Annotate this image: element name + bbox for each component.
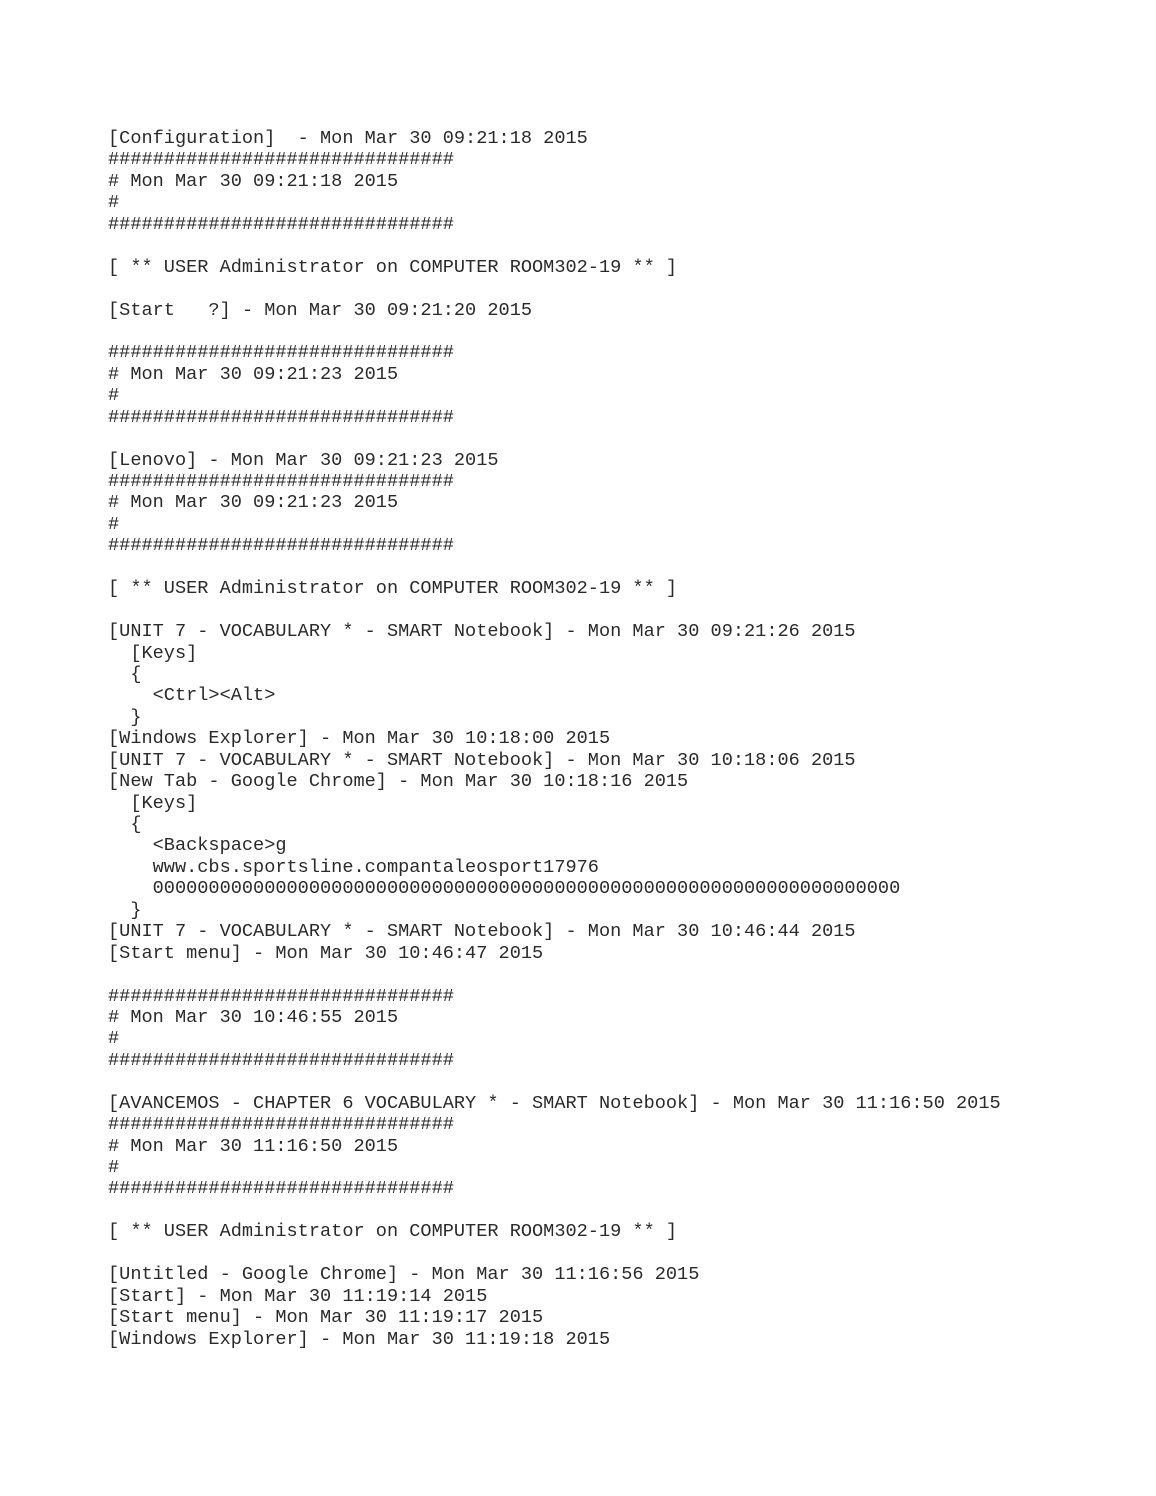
log-line: [Windows Explorer] - Mon Mar 30 11:19:18 2015: [108, 1328, 611, 1350]
log-line: ###############################: [108, 406, 454, 428]
log-line: [108, 1200, 1108, 1221]
log-line: ###############################: [108, 1049, 454, 1071]
log-line: [Start menu] - Mon Mar 30 11:19:17 2015: [108, 1307, 544, 1329]
log-line: [ ** USER Administrator on COMPUTER ROOM302-19 ** ]: [108, 578, 678, 600]
log-line: [108, 278, 1108, 299]
log-line: # Mon Mar 30 09:21:23 2015: [108, 492, 399, 514]
log-line: [108, 1243, 1108, 1264]
log-line: <Ctrl><Alt>: [108, 685, 276, 707]
log-line: [Start menu] - Mon Mar 30 10:46:47 2015: [108, 942, 544, 964]
log-line: [108, 321, 1108, 342]
log-line: {: [108, 814, 142, 835]
log-line: #: [108, 1157, 120, 1178]
log-line: www.cbs.sportsline.compantaleosport17976: [108, 856, 599, 878]
log-line: ###############################: [108, 985, 454, 1007]
log-line: [108, 557, 1108, 578]
log-line: [ ** USER Administrator on COMPUTER ROOM302-19 ** ]: [108, 1221, 678, 1243]
log-line: #: [108, 513, 120, 535]
log-line: [108, 964, 1108, 985]
keylog-text: [108, 128, 1108, 1350]
log-line: ###############################: [108, 1178, 454, 1200]
log-line: [UNIT 7 - VOCABULARY * - SMART Notebook] - Mon Mar 30 10:46:44 2015: [108, 921, 856, 943]
log-line: [108, 235, 1108, 256]
log-line: <Backspace>g: [108, 835, 287, 857]
log-line: ###############################: [108, 149, 454, 171]
log-line: #: [108, 192, 120, 214]
log-line: [Keys]: [108, 642, 198, 664]
log-line: [Untitled - Google Chrome] - Mon Mar 30 11:16:56 2015: [108, 1264, 700, 1286]
log-line: [Configuration] - Mon Mar 30 09:21:18 2015: [108, 128, 588, 149]
log-line: ###############################: [108, 535, 454, 557]
log-line: # Mon Mar 30 09:21:18 2015: [108, 170, 399, 192]
log-line: # Mon Mar 30 10:46:55 2015: [108, 1006, 399, 1028]
log-line: }: [108, 899, 142, 921]
log-line: 0000000000000000000000000000000000000000000000000000000000000000000: [108, 878, 901, 900]
log-line: #: [108, 1028, 120, 1050]
log-line: [Start] - Mon Mar 30 11:19:14 2015: [108, 1285, 488, 1307]
log-line: [Lenovo] - Mon Mar 30 09:21:23 2015: [108, 449, 499, 471]
log-line: # Mon Mar 30 09:21:23 2015: [108, 363, 399, 385]
log-line: [108, 1071, 1108, 1092]
log-line: [New Tab - Google Chrome] - Mon Mar 30 10:18:16 2015: [108, 771, 689, 793]
log-line: #: [108, 385, 120, 407]
log-line: {: [108, 663, 142, 685]
log-line: [108, 600, 1108, 621]
log-line: [Keys]: [108, 792, 198, 814]
log-line: # Mon Mar 30 11:16:50 2015: [108, 1135, 399, 1157]
log-line: }: [108, 706, 142, 728]
log-line: [AVANCEMOS - CHAPTER 6 VOCABULARY * - SMART Notebook] - Mon Mar 30 11:16:50 2015: [108, 1092, 1001, 1114]
log-line: [UNIT 7 - VOCABULARY * - SMART Notebook] - Mon Mar 30 09:21:26 2015: [108, 621, 856, 643]
log-line: ###############################: [108, 342, 454, 364]
log-line: [Windows Explorer] - Mon Mar 30 10:18:00 2015: [108, 728, 611, 750]
log-line: [UNIT 7 - VOCABULARY * - SMART Notebook] - Mon Mar 30 10:18:06 2015: [108, 749, 856, 771]
log-line: [ ** USER Administrator on COMPUTER ROOM302-19 ** ]: [108, 256, 678, 278]
log-line: [108, 428, 1108, 449]
log-line: ###############################: [108, 213, 454, 235]
log-line: [Start ?] - Mon Mar 30 09:21:20 2015: [108, 299, 533, 321]
log-line: ###############################: [108, 1114, 454, 1136]
log-line: ###############################: [108, 471, 454, 492]
